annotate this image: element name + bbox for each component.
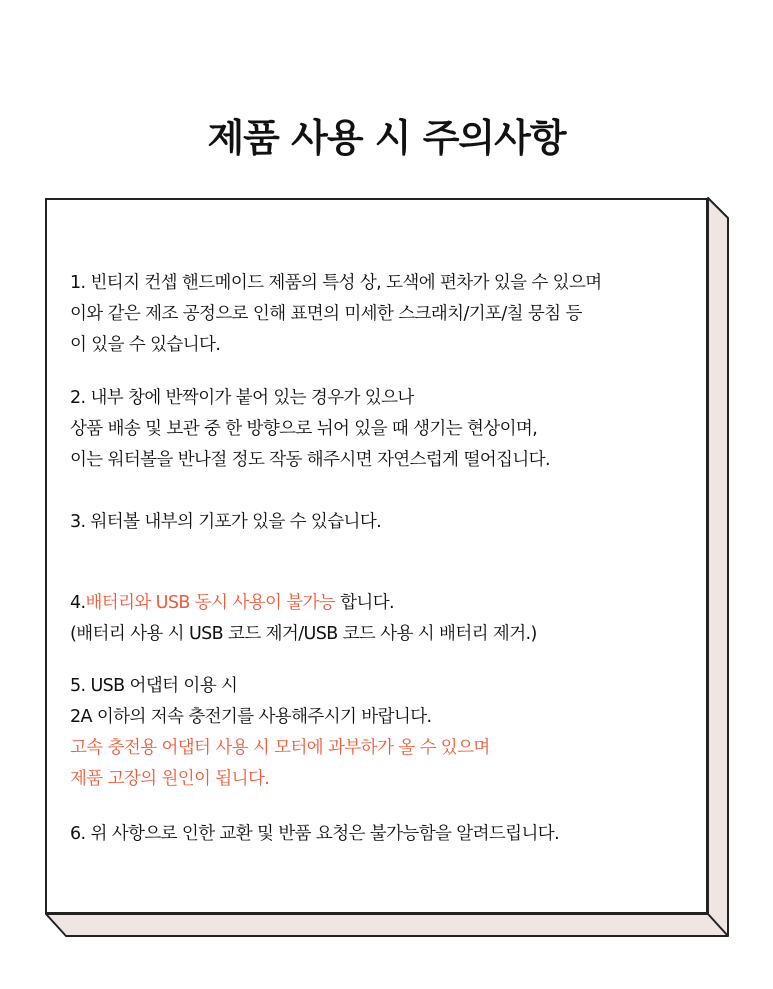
notice-2-line-1: 2. 내부 창에 반짝이가 붙어 있는 경우가 있으나 [70, 388, 414, 408]
notice-4-highlight: 배터리와 USB 동시 사용이 불가능 [85, 593, 336, 613]
notice-5-warning-line-2: 제품 고장의 원인이 됩니다. [70, 769, 270, 789]
notice-list [70, 268, 690, 850]
notice-6-line-1: 6. 위 사항으로 인한 교환 및 반품 요청은 불가능함을 알려드립니다. [70, 824, 560, 844]
notice-item-1 [70, 268, 690, 361]
notice-5-line-2: 2A 이하의 저속 충전기를 사용해주시기 바랍니다. [70, 707, 432, 727]
notice-4-suffix: 합니다. [335, 593, 394, 613]
page-title: 제품 사용 시 주의사항 [207, 116, 566, 160]
notice-2-line-3: 이는 워터볼을 반나절 정도 작동 해주시면 자연스럽게 떨어집니다. [70, 450, 550, 470]
notice-3-line-1: 3. 워터볼 내부의 기포가 있을 수 있습니다. [70, 512, 382, 532]
notice-4-prefix: 4. [70, 593, 86, 613]
notice-item-5 [70, 671, 690, 795]
notice-4-line-1 [70, 588, 690, 619]
notice-item-2 [70, 383, 690, 476]
notice-2-line-2: 상품 배송 및 보관 중 한 방향으로 뉘어 있을 때 생기는 현상이며, [70, 419, 538, 439]
notice-5-warning-line-1: 고속 충전용 어댑터 사용 시 모터에 과부하가 올 수 있으며 [70, 738, 490, 758]
notice-item-4 [70, 588, 690, 650]
notice-4-line-2: (배터리 사용 시 USB 코드 제거/USB 코드 사용 시 배터리 제거.) [70, 624, 537, 644]
notice-1-line-2: 이와 같은 제조 공정으로 인해 표면의 미세한 스크래치/기포/칠 뭉침 등 [70, 304, 582, 324]
notice-item-3 [70, 507, 690, 538]
notice-5-line-1: 5. USB 어댑터 이용 시 [70, 676, 238, 696]
notice-item-6 [70, 819, 690, 850]
notice-1-line-3: 이 있을 수 있습니다. [70, 335, 221, 355]
notice-1-line-1: 1. 빈티지 컨셉 핸드메이드 제품의 특성 상, 도색에 편차가 있을 수 있으며 [70, 273, 602, 293]
